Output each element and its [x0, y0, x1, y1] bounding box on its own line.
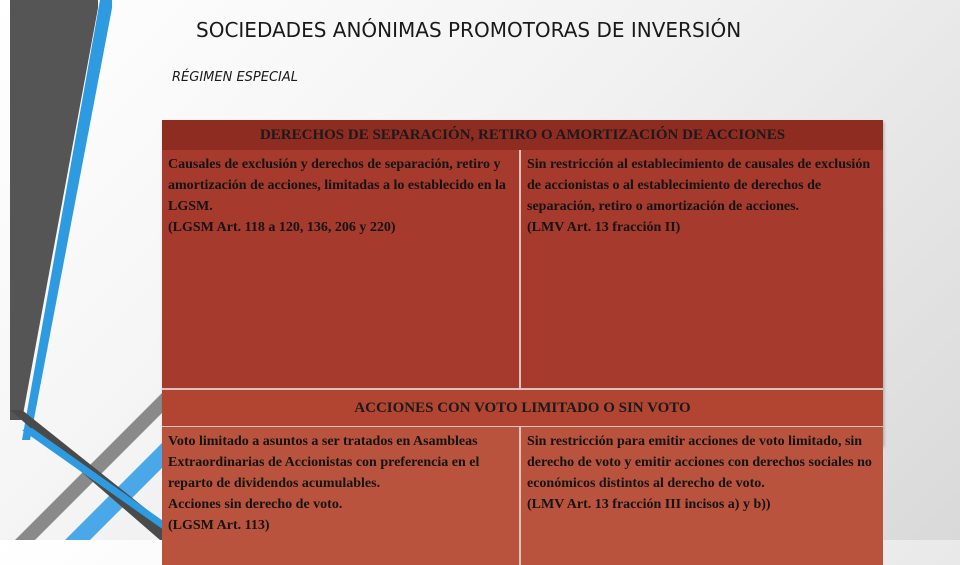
cell-reference: (LMV Art. 13 fracción II): [527, 220, 681, 235]
cell-lmv-separation: [521, 150, 883, 390]
section-header-voting-shares: ACCIONES CON VOTO LIMITADO O SIN VOTO: [162, 390, 883, 427]
cell-reference: (LMV Art. 13 fracción III incisos a) y b)): [527, 497, 771, 512]
table-row: [162, 427, 883, 565]
cell-reference: (LGSM Art. 118 a 120, 136, 206 y 220): [168, 220, 396, 235]
section-header-separation-rights: DERECHOS DE SEPARACIÓN, RETIRO O AMORTIZACIÓN DE ACCIONES: [162, 120, 883, 150]
cell-text: Sin restricción al establecimiento de causales de exclusión de accionistas o al establecimiento de derechos de separación, retiro o amortización de acciones.: [527, 157, 871, 214]
page-subtitle: RÉGIMEN ESPECIAL: [172, 70, 299, 85]
cell-text: Acciones sin derecho de voto.: [168, 497, 343, 512]
cell-reference: (LGSM Art. 113): [168, 518, 270, 533]
comparison-table: [162, 120, 883, 533]
cell-lmv-voting: [521, 427, 883, 565]
table-row: [162, 150, 883, 390]
cell-lgsm-voting: [162, 427, 521, 565]
cell-text: Causales de exclusión y derechos de separación, retiro y amortización de acciones, limitadas a lo establecido en la LGSM.: [168, 157, 506, 214]
page-title: SOCIEDADES ANÓNIMAS PROMOTORAS DE INVERSIÓN: [196, 18, 742, 42]
dark-vertical-bar: [10, 0, 98, 420]
cell-lgsm-separation: [162, 150, 521, 390]
cell-text: Sin restricción para emitir acciones de voto limitado, sin derecho de voto y emitir acciones con derechos sociales no económicos distintos al derecho de voto.: [527, 434, 872, 491]
cell-text: Voto limitado a asuntos a ser tratados en Asambleas Extraordinarias de Accionistas con preferencia en el reparto de dividendos acumulables.: [168, 434, 480, 491]
